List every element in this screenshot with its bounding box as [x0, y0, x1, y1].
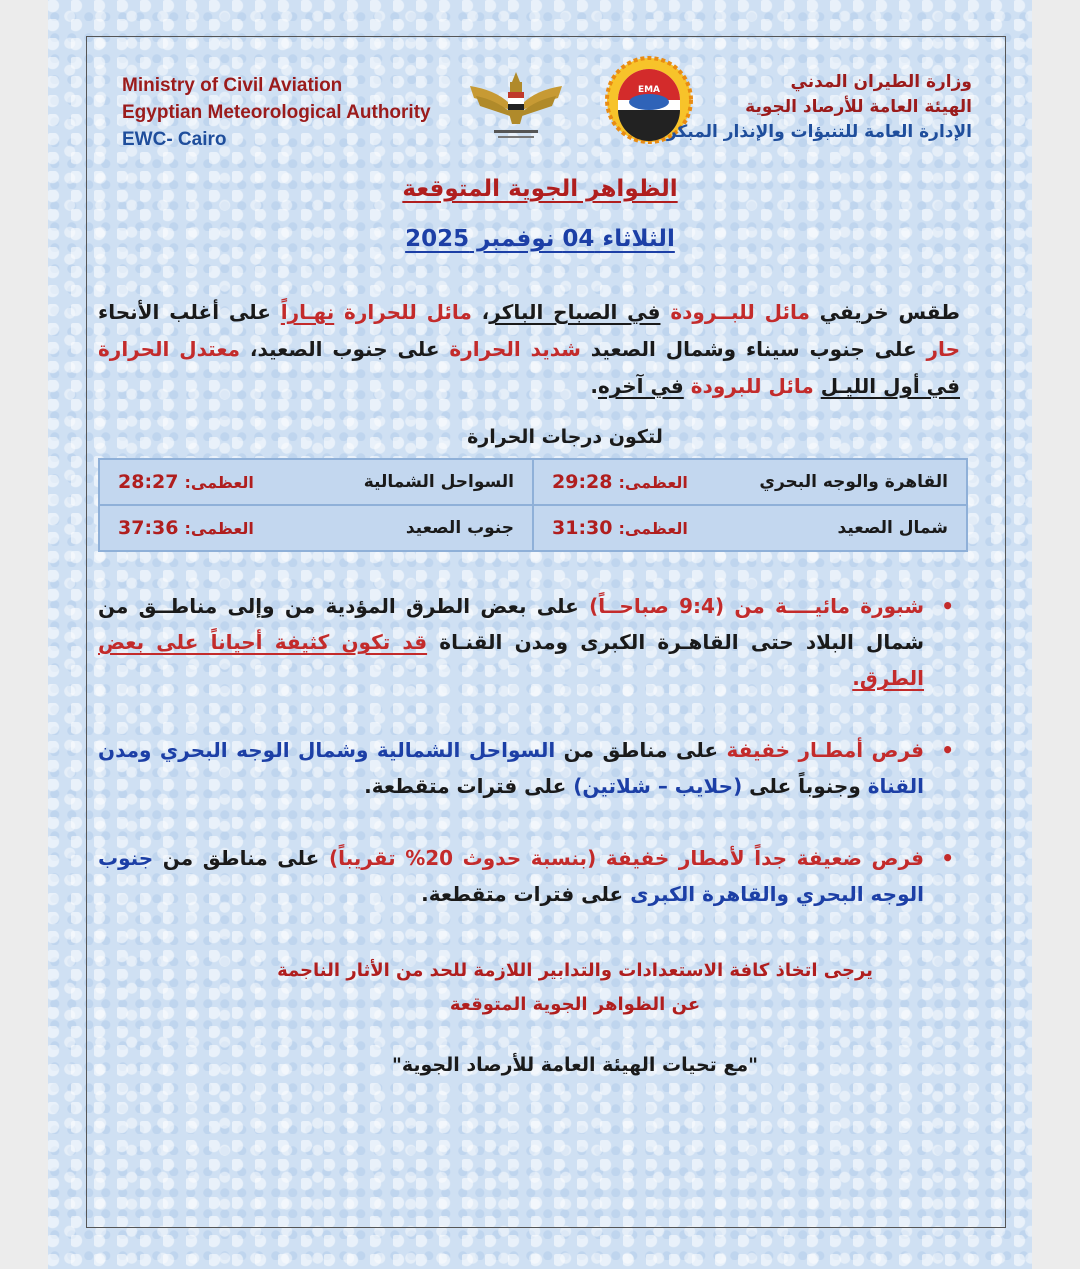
- max-temp-value: 28:27: [118, 471, 179, 493]
- bullet-icon: •: [941, 846, 954, 870]
- max-temp-value: 37:36: [118, 517, 179, 539]
- forecast-title: الظواهر الجوية المتوقعة: [402, 176, 678, 202]
- center-name-en: EWC- Cairo: [122, 129, 227, 150]
- table-row: [99, 459, 967, 505]
- authority-name-ar: الهيئة العامة للأرصاد الجوية: [745, 97, 972, 117]
- temperatures-table: [98, 458, 968, 552]
- list-item: • فرص ضعيفة جداً لأمطار خفيفة (بنسبة حدوث 20% تقريباً) على مناطق من جنوب الوجه البحري والقاهرة الكبرى على فترات متقطعة.: [98, 840, 960, 912]
- table-cell: [99, 505, 533, 551]
- list-item: • شبورة مائيــــة من (9:4 صباحــاً) على بعض الطرق المؤدية من وإلى مناطــق من شمال البلاد حتى القاهـرة الكبرى ومدن القنـاة قد تكون كثيفة أحياناً على بعض الطرق.: [98, 588, 960, 696]
- closing-greeting: "مع تحيات الهيئة العامة للأرصاد الجوية": [391, 1054, 759, 1076]
- table-cell: [533, 459, 967, 505]
- authority-name-en: Egyptian Meteorological Authority: [122, 102, 431, 123]
- temperatures-title: لتكون درجات الحرارة: [467, 426, 663, 448]
- bullet-icon: •: [941, 594, 954, 618]
- ministry-name-ar: وزارة الطيران المدني: [790, 72, 972, 92]
- region-name: القاهرة والوجه البحري: [759, 472, 948, 492]
- max-temp-value: 29:28: [552, 471, 613, 493]
- advisory-line-2: عن الظواهر الجوية المتوقعة: [449, 994, 701, 1015]
- max-label: العظمى:: [618, 519, 688, 538]
- ema-logo-text: EMA: [637, 85, 661, 95]
- header-arabic: [667, 70, 972, 145]
- list-item: • فرص أمطـار خفيفة على مناطق من السواحل الشمالية وشمال الوجه البحري ومدن القناة وجنوباً على (حلايب – شلاتين) على فترات متقطعة.: [98, 732, 960, 804]
- department-name-ar: الإدارة العامة للتنبؤات والإنذار المبكر: [666, 122, 972, 142]
- weather-summary: طقس خريفي مائل للبــرودة في الصباح الباكر، مائل للحرارة نهـاراً على أغلب الأنحاء حار على جنوب سيناء وشمال الصعيد شديد الحرارة على جنوب الصعيد، معتدل الحرارة في أول الليـل مائل للبرودة في آخره.: [98, 300, 960, 398]
- max-label: العظمى:: [184, 473, 254, 492]
- region-name: السواحل الشمالية: [363, 472, 514, 492]
- table-row: [99, 505, 967, 551]
- bullet-icon: •: [941, 738, 954, 762]
- header-english: [122, 72, 431, 153]
- advisory-note: [0, 954, 1080, 1022]
- egypt-eagle-emblem-icon: [466, 64, 566, 148]
- table-cell: [99, 459, 533, 505]
- forecast-bullets: [98, 588, 960, 948]
- ministry-name-en: Ministry of Civil Aviation: [122, 75, 343, 96]
- max-label: العظمى:: [618, 473, 688, 492]
- advisory-line-1: يرجى اتخاذ كافة الاستعدادات والتدابير اللازمة للحد من الأثار الناجمة: [277, 960, 873, 981]
- region-name: شمال الصعيد: [837, 518, 948, 538]
- forecast-date: الثلاثاء 04 نوفمبر 2025: [405, 226, 675, 252]
- region-name: جنوب الصعيد: [405, 518, 514, 538]
- table-cell: [533, 505, 967, 551]
- max-temp-value: 31:30: [552, 517, 613, 539]
- max-label: العظمى:: [184, 519, 254, 538]
